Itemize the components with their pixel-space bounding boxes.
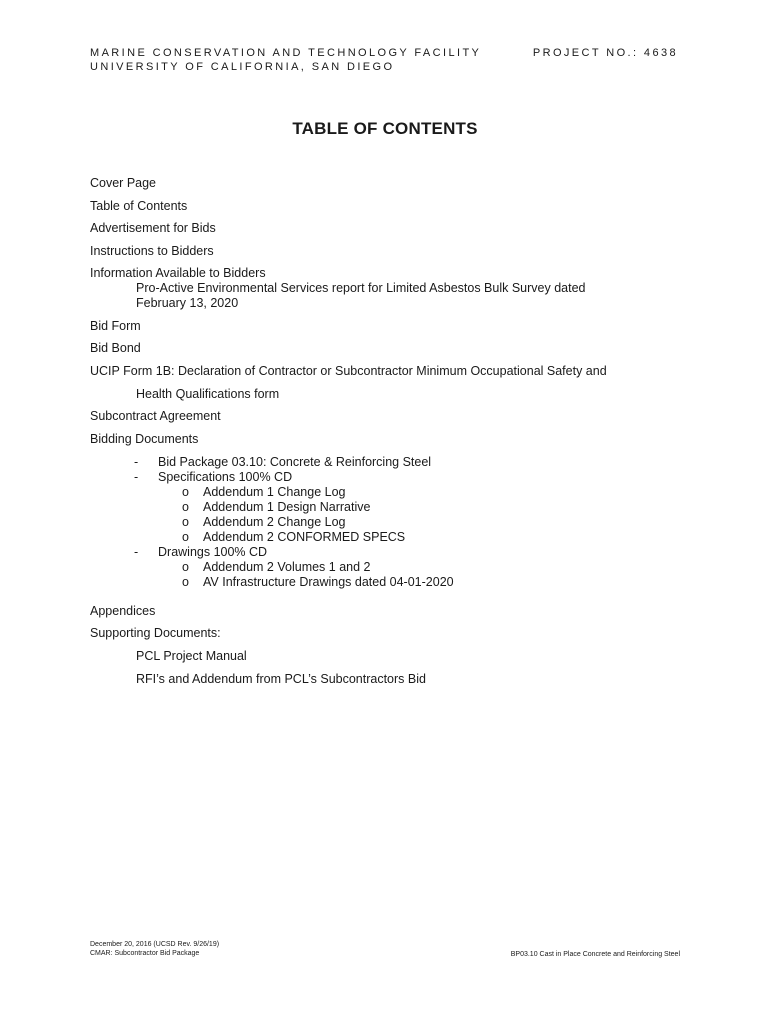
list-item-spec-addendum-2-change-log [90, 515, 690, 530]
list-item-spec-addendum-1-change-log [90, 485, 690, 500]
toc-bidding-documents [90, 432, 690, 590]
list-item-drawing-av-infrastructure [90, 575, 690, 590]
supporting-item-pcl-manual: PCL Project Manual [136, 649, 247, 663]
facility-name: MARINE CONSERVATION AND TECHNOLOGY FACILITY [90, 47, 482, 59]
footer-package: CMAR: Subcontractor Bid Package [90, 949, 200, 957]
list-item-spec-addendum-2-conformed-specs [90, 530, 690, 545]
toc-appendices: Appendices [90, 603, 156, 618]
toc-information-available [90, 266, 690, 311]
list-item-spec-addendum-1-design-narrative [90, 500, 690, 515]
list-item-label: AV Infrastructure Drawings dated 04-01-2020 [203, 574, 454, 589]
toc-info-sub-line-1: Pro-Active Environmental Services report for Limited Asbestos Bulk Survey dated [136, 281, 586, 295]
list-item-label: Addendum 1 Change Log [203, 484, 346, 499]
toc-ucip-form [90, 364, 690, 402]
bullet-marker: o [182, 559, 189, 574]
toc-ucip-line-1: UCIP Form 1B: Declaration of Contractor or Subcontractor Minimum Occupational Safety and [90, 363, 607, 378]
list-item-drawing-addendum-2-volumes [90, 560, 690, 575]
toc-instructions: Instructions to Bidders [90, 243, 214, 258]
list-item-label: Bid Package 03.10: Concrete & Reinforcing Steel [158, 454, 432, 469]
list-item-specifications [90, 470, 690, 485]
bullet-marker: o [182, 484, 189, 499]
footer-left [90, 941, 219, 958]
toc-advertisement: Advertisement for Bids [90, 221, 216, 235]
toc-cover-page: Cover Page [90, 176, 157, 190]
toc-bid-form: Bid Form [90, 318, 141, 333]
bullet-marker: o [182, 574, 189, 589]
list-item-bid-package [90, 455, 690, 470]
bidding-documents-list [90, 455, 690, 590]
bullet-marker: o [182, 514, 189, 529]
toc-list [90, 176, 690, 695]
dash-marker: - [134, 469, 139, 484]
toc-bid-bond: Bid Bond [90, 341, 141, 355]
list-item-label: Addendum 2 CONFORMED SPECS [203, 529, 406, 544]
dash-marker: - [134, 544, 139, 559]
toc-info-sub-line-2: February 13, 2020 [136, 296, 239, 310]
toc-info-label: Information Available to Bidders [90, 266, 266, 280]
university-name: UNIVERSITY OF CALIFORNIA, SAN DIEGO [90, 61, 395, 73]
list-item-label: Addendum 2 Change Log [203, 514, 346, 529]
toc-table-of-contents: Table of Contents [90, 198, 188, 213]
toc-subcontract-agreement: Subcontract Agreement [90, 409, 221, 423]
list-item-label: Specifications 100% CD [158, 469, 293, 484]
bullet-marker: o [182, 529, 189, 544]
footer-right: BP03.10 Cast in Place Concrete and Reinforcing Steel [510, 951, 680, 958]
toc-ucip-line-2: Health Qualifications form [136, 386, 280, 401]
list-item-label: Addendum 2 Volumes 1 and 2 [203, 559, 371, 574]
project-number: PROJECT NO.: 4638 [532, 47, 678, 59]
header-left [90, 46, 481, 74]
bullet-marker: o [182, 499, 189, 514]
supporting-item-rfis: RFI’s and Addendum from PCL’s Subcontractors Bid [136, 672, 426, 686]
toc-supporting-label: Supporting Documents: [90, 626, 221, 640]
list-item-label: Drawings 100% CD [158, 544, 268, 559]
toc-supporting-documents [90, 626, 690, 687]
toc-bidding-label: Bidding Documents [90, 431, 199, 446]
page-title: TABLE OF CONTENTS [292, 119, 478, 138]
footer-date: December 20, 2016 (UCSD Rev. 9/26/19) [90, 941, 220, 948]
dash-marker: - [134, 454, 139, 469]
list-item-label: Addendum 1 Design Narrative [203, 499, 371, 514]
list-item-drawings [90, 545, 690, 560]
